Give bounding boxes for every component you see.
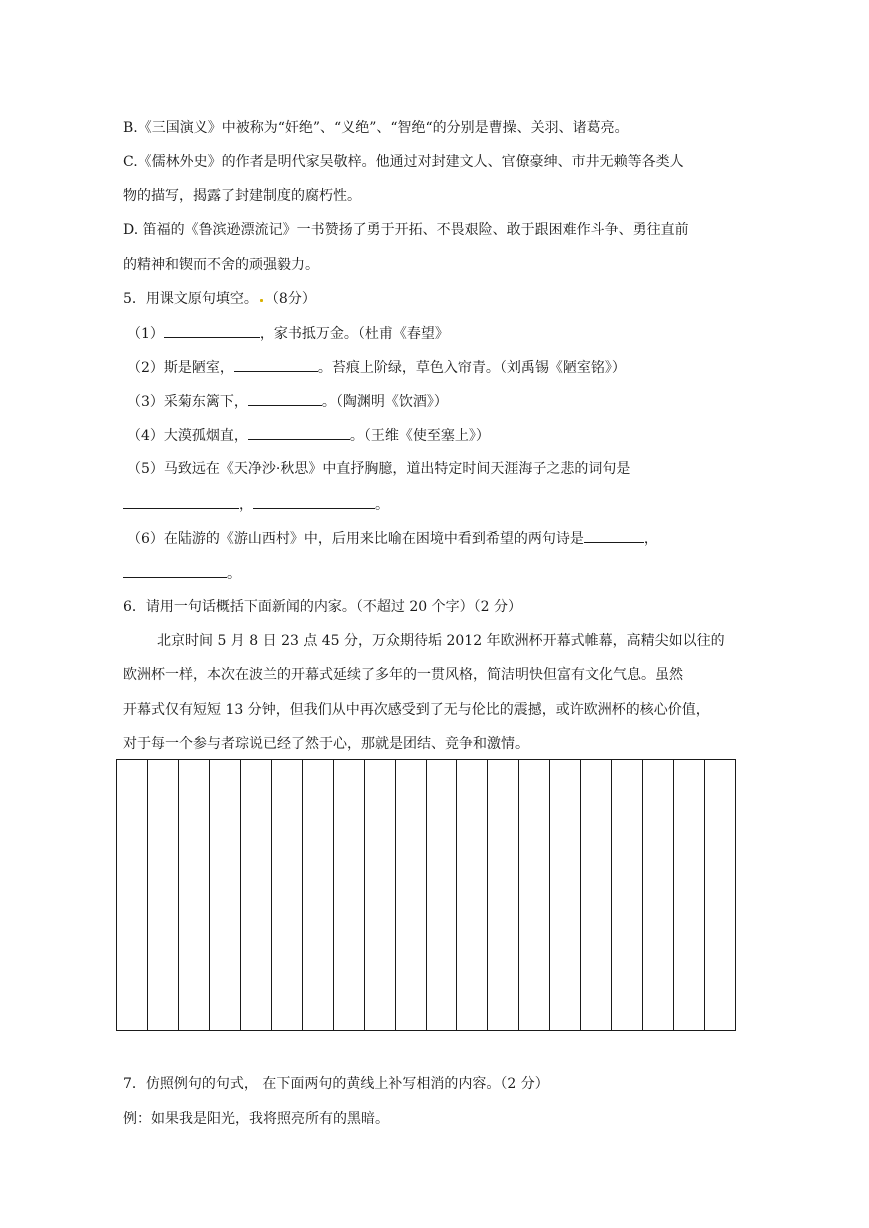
news-paragraph-line3: 开幕式仅有短短 13 分钟，但我们从中再次感受到了无与伦比的震撼，或许欧洲杯的核心价值， — [123, 702, 710, 718]
period-text: 。 — [375, 497, 389, 513]
grid-cell[interactable] — [581, 760, 612, 1030]
grid-cell[interactable] — [674, 760, 705, 1030]
answer-blank[interactable] — [123, 563, 227, 578]
q5-item-4 — [127, 425, 490, 446]
answer-blank[interactable] — [584, 528, 644, 543]
answer-grid[interactable] — [116, 759, 736, 1031]
answer-blank[interactable] — [164, 323, 260, 338]
answer-blank[interactable] — [248, 391, 322, 406]
grid-cell[interactable] — [457, 760, 488, 1030]
comma-text: ， — [643, 531, 658, 547]
option-b: B.《三国演义》中被称为“奸绝”、“义绝”、“智绝“的分别是曹操、关羽、诸葛亮。 — [123, 120, 629, 136]
grid-cell[interactable] — [241, 760, 272, 1030]
option-c-line2: 物的描写，揭露了封建制度的腐朽性。 — [123, 188, 361, 204]
option-d-line1: D. 笛福的《鲁滨逊漂流记》一书赞扬了勇于开拓、不畏艰险、敢于跟困难作斗争、勇往直前 — [123, 222, 689, 238]
news-paragraph-line1: 北京时间 5 月 8 日 23 点 45 分，万众期待垢 2012 年欧洲杯开幕式帷幕，高精尖如以往的 — [157, 633, 725, 649]
q5-item-1-text: ，家书抵万金。（杜甫《春望》 — [259, 326, 449, 342]
grid-cell[interactable] — [705, 760, 735, 1030]
grid-cell[interactable] — [550, 760, 581, 1030]
q5-item-3 — [127, 391, 448, 412]
grid-cell[interactable] — [148, 760, 179, 1030]
q5-item-6 — [127, 528, 658, 549]
news-paragraph-line4: 对于每一个参与者琮说已经了然于心，那就是团结、竞争和激情。 — [123, 736, 529, 752]
answer-blank[interactable] — [234, 357, 318, 372]
q5-item-6-blank-line — [123, 563, 241, 584]
grid-cell[interactable] — [117, 760, 148, 1030]
answer-blank[interactable] — [123, 494, 239, 509]
question-7-example: 例：如果我是阳光，我将照亮所有的黑暗。 — [123, 1111, 389, 1127]
q5-item-2 — [127, 357, 626, 378]
mark-dot-icon — [260, 299, 263, 302]
grid-cell[interactable] — [519, 760, 550, 1030]
period-text: 。 — [227, 566, 241, 582]
q5-item-5-blanks — [123, 494, 389, 515]
grid-cell[interactable] — [334, 760, 365, 1030]
q5-item-3-text-a: （3）采菊东篱下， — [127, 394, 248, 410]
question-5-heading — [123, 289, 316, 309]
question-6-title: 6．请用一句话概括下面新闻的内家。（不超过 20 个字）（2 分） — [123, 599, 522, 615]
question-7-title: 7．仿照例句的句式， 在下面两句的黄线上补写相消的内容。（2 分） — [123, 1076, 549, 1092]
q5-item-6-text: （6）在陆游的《游山西村》中，后用来比喻在困境中看到希望的两句诗是 — [127, 531, 584, 547]
grid-cell[interactable] — [427, 760, 458, 1030]
news-paragraph-line2: 欧洲杯一样，本次在波兰的开幕式延续了多年的一贯风格，简洁明快但富有文化气息。虽然 — [123, 667, 683, 683]
q5-item-4-text-b: 。（王维《使至塞上》） — [349, 428, 490, 444]
comma-text: ， — [239, 497, 253, 513]
q5-item-2-text-b: 。苔痕上阶绿，草色入帘青。（刘禹锡《陋室铭》） — [317, 360, 626, 376]
grid-cell[interactable] — [210, 760, 241, 1030]
grid-cell[interactable] — [488, 760, 519, 1030]
grid-cell[interactable] — [396, 760, 427, 1030]
q5-item-1-number: （1） — [127, 326, 164, 342]
q5-item-2-text-a: （2）斯是陋室， — [127, 360, 234, 376]
grid-cell[interactable] — [612, 760, 643, 1030]
grid-cell[interactable] — [303, 760, 334, 1030]
q5-item-3-text-b: 。（陶渊明《饮酒》） — [321, 394, 448, 410]
answer-blank[interactable] — [248, 425, 350, 440]
option-d-line2: 的精神和锲而不舍的顽强毅力。 — [123, 257, 319, 273]
q5-item-1 — [127, 323, 449, 344]
grid-cell[interactable] — [643, 760, 674, 1030]
grid-cell[interactable] — [179, 760, 210, 1030]
q5-item-4-text-a: （4）大漠孤烟直， — [127, 428, 248, 444]
grid-cell[interactable] — [365, 760, 396, 1030]
answer-blank[interactable] — [253, 494, 375, 509]
grid-cell[interactable] — [272, 760, 303, 1030]
question-5-score: （8分） — [264, 291, 316, 307]
option-c-line1: C.《儒林外史》的作者是明代家吴敬梓。他通过对封建文人、官僚豪绅、市井无赖等各类人 — [123, 154, 684, 170]
question-5-title: 5．用课文原句填空。 — [123, 291, 258, 307]
q5-item-5: （5）马致远在《天净沙·秋思》中直抒胸臆，道出特定时间天涯海子之悲的词句是 — [127, 461, 631, 477]
